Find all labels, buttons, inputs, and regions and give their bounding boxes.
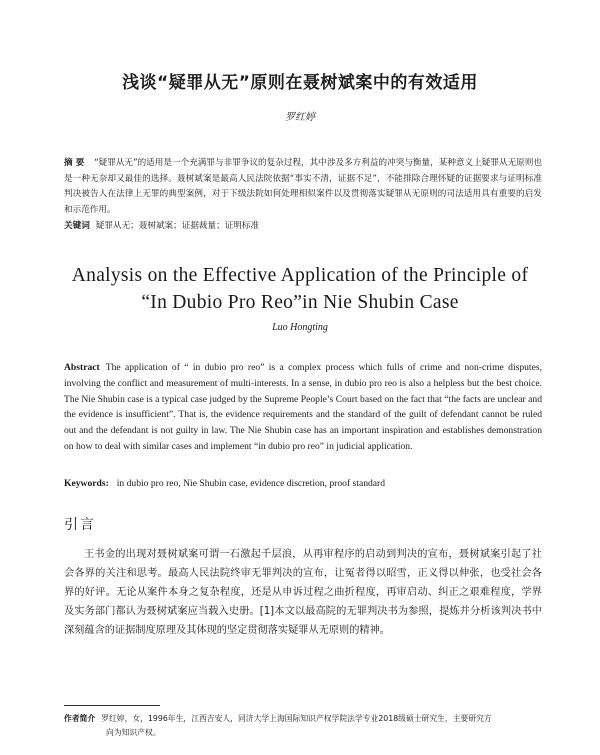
chinese-abstract — [64, 156, 542, 218]
chinese-keywords-text: 疑罪从无；聂树斌案；证据裁量；证明标准 — [95, 221, 260, 231]
english-abstract-text: The application of “ in dubio pro reo” is a complex process which fulls of crime and non-crime disputes, involving the conflict and measurement of multi-interests. In a sense, in dubio pro reo is also a helpless but the best choice. The Nie Shubin case is a typical case judged by the Supreme People’s Court based on the fact that “the facts are unclear and the evidence is insufficient”. That is, the evidence requirements and the standard of the guilt of defendant cannot be ruled out and the defendant is not guilty in law. The Nie Shubin case has an important inspiration and establishes demonstration on how to deal with similar cases and implement “in dubio pro reo” in judicial application. — [64, 362, 542, 452]
introduction-paragraph: 王书金的出现对聂树斌案可谓一石激起千层浪，从再审程序的启动到判决的宣布，聂树斌案引起了社会各界的关注和思考。最高人民法院终审无罪判决的宣布，让冤者得以昭雪，正义得以伸张，也受社会各界的好评。无论从案件本身之复杂程度，还是从申诉过程之曲折程度，再审启动、纠正之艰难程度，学界及实务部门都认为聂树斌案应当载入史册。[1]本文以最高院的无罪判决书为参照，提炼并分析该判决书中深刻蕴含的证据制度原理及其体现的坚定贯彻落实疑罪从无原则的精神。 — [64, 549, 542, 636]
chinese-keywords-label: 关键词 — [64, 221, 90, 231]
english-title-line-2: “In Dubio Pro Reo”in Nie Shubin Case — [141, 292, 459, 313]
english-title-line-1: Analysis on the Effective Application of the Principle of — [71, 265, 529, 286]
introduction-heading: 引言 — [64, 517, 96, 533]
english-title — [0, 262, 600, 316]
chinese-author: 罗红婷 — [285, 112, 315, 123]
english-keywords-text: in dubio pro reo, Nie Shubin case, evidence discretion, proof standard — [116, 478, 386, 489]
footnote-line-2: 向为知识产权。 — [106, 728, 161, 737]
english-abstract — [64, 360, 542, 455]
footnote-label: 作者简介 — [64, 714, 96, 723]
chinese-abstract-text: “疑罪从无”的适用是一个充满罪与非罪争议的复杂过程，其中涉及多方利益的冲突与衡量，某种意义上疑罪从无原则也是一种无奈却又最佳的选择。聂树斌案是最高人民法院依据“事实不清，证据不足”，不能排除合理怀疑的证据要求与证明标准判决被告人在法律上无罪的典型案例，对于下级法院如何处理相似案件以及贯彻落实疑罪从无原则的司法适用具有重要的启发和示范作用。 — [64, 158, 542, 215]
footnote-line-1: 罗红婷，女，1996年生，江西吉安人，同济大学上海国际知识产权学院法学专业2018级硕士研究生，主要研究方 — [101, 714, 492, 723]
chinese-title: 浅谈“疑罪从无”原则在聂树斌案中的有效适用 — [122, 73, 478, 93]
english-author: Luo Hongting — [272, 322, 328, 333]
english-keywords — [64, 478, 542, 489]
author-footnote — [64, 712, 542, 740]
chinese-abstract-label: 摘 要 — [64, 158, 85, 168]
footnote-divider — [64, 705, 160, 706]
chinese-keywords — [64, 219, 542, 231]
english-keywords-label: Keywords: — [64, 478, 109, 489]
english-abstract-label: Abstract — [64, 362, 100, 373]
